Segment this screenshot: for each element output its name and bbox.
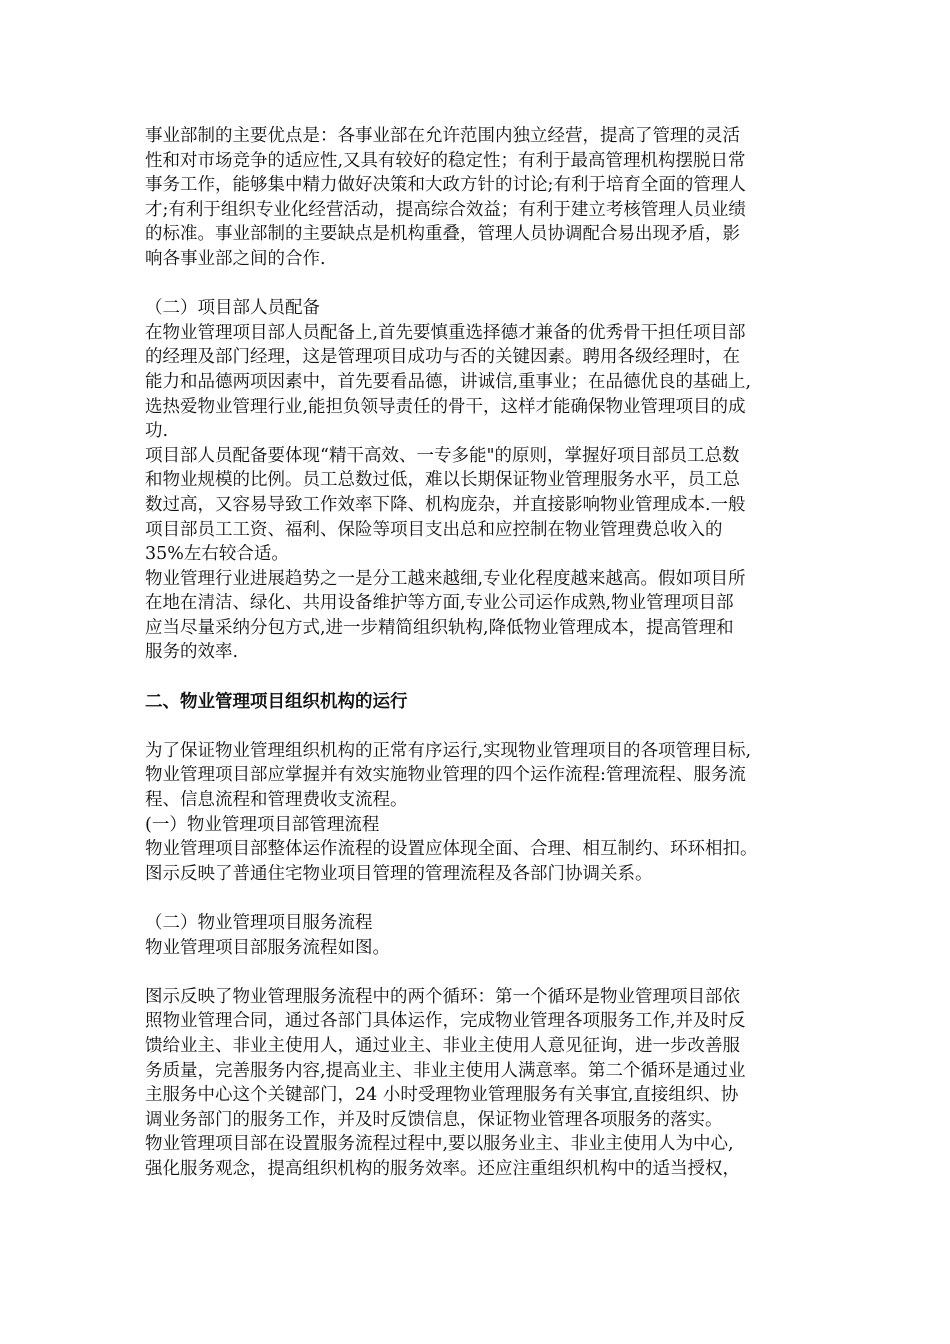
text-line: 程、信息流程和管理费收支流程。 [145, 790, 408, 811]
text-line: 物业管理项目部整体运作流程的设置应体现全面、合理、相互制约、环环相扣。 [145, 839, 758, 860]
text-line: 强化服务观念，提高组织机构的服务效率。还应注重组织机构中的适当授权， [145, 1158, 740, 1179]
text-line: 为了保证物业管理组织机构的正常有序运行,实现物业管理项目的各项管理目标, [145, 740, 752, 761]
blank-line [145, 714, 815, 739]
text-line: 服务的效率. [145, 642, 239, 663]
document-page [145, 124, 815, 1182]
text-line: 能力和品德两项因素中，首先要看品德，讲诚信,重事业；在品德优良的基础上, [145, 371, 752, 392]
text-line: 才;有利于组织专业化经营活动，提高综合效益；有利于建立考核管理人员业绩 [145, 199, 746, 220]
text-line: 物业管理项目部应掌握并有效实施物业管理的四个运作流程:管理流程、服务流 [145, 765, 746, 786]
text-line: 功. [145, 421, 169, 442]
text-line: 照物业管理合同，通过各部门具体运作，完成物业管理各项服务工作,并及时反 [145, 1011, 746, 1032]
text-line: 主服务中心这个关键部门，24 小时受理物业管理服务有关事宜,直接组织、协 [145, 1085, 739, 1106]
text-line: 事务工作，能够集中精力做好决策和大政方针的讨论;有利于培育全面的管理人 [145, 175, 746, 196]
text-line: 项目部人员配备要体现“精干高效、一专多能"的原则，掌握好项目部员工总数 [145, 445, 740, 466]
blank-line [145, 886, 815, 911]
text-line: 调业务部门的服务工作，并及时反馈信息，保证物业管理各项服务的落实。 [145, 1109, 723, 1130]
text-line: 35%左右较合适。 [145, 544, 289, 565]
text-line: 图示反映了物业管理服务流程中的两个循环：第一个循环是物业管理项目部依 [145, 986, 740, 1007]
text-line: 馈给业主、非业主使用人，通过业主、非业主使用人意见征询，进一步改善服 [145, 1035, 740, 1056]
text-line: 和物业规模的比例。员工总数过低，难以长期保证物业管理服务水平，员工总 [145, 470, 740, 491]
blank-line [145, 665, 815, 690]
text-line: （二）项目部人员配备 [145, 298, 320, 319]
text-line: 物业管理项目部服务流程如图。 [145, 937, 390, 958]
text-line: 应当尽量采纳分包方式,进一步精简组织轨构,降低物业管理成本，提高管理和 [145, 617, 734, 638]
text-line: 务质量，完善服务内容,提高业主、非业主使用人满意率。第二个循环是通过业 [145, 1060, 746, 1081]
text-line: 物业管理项目部在设置服务流程过程中,要以服务业主、非业主使用人为中心, [145, 1134, 734, 1155]
text-line: 选热爱物业管理行业,能担负领导责任的骨干，这样才能确保物业管理项目的成 [145, 396, 746, 417]
text-line: 事业部制的主要优点是：各事业部在允许范围内独立经营，提高了管理的灵活 [145, 126, 740, 146]
text-line: 性和对市场竞争的适应性,又具有较好的稳定性；有利于最高管理机构摆脱日常 [145, 150, 746, 171]
text-line: (一）物业管理项目部管理流程 [145, 814, 380, 835]
text-line: 响各事业部之间的合作. [145, 248, 326, 269]
text-line: 项目部员工工资、福利、保险等项目支出总和应控制在物业管理费总收入的 [145, 519, 723, 540]
text-line: 数过高，又容易导致工作效率下降、机构庞杂，并直接影响物业管理成本.一般 [145, 494, 746, 515]
text-line: 的经理及部门经理，这是管理项目成功与否的关键因素。聘用各级经理时，在 [145, 347, 740, 368]
section-heading: 二、物业管理项目组织机构的运行 [145, 691, 408, 712]
text-line: 在物业管理项目部人员配备上,首先要慎重选择德才兼备的优秀骨干担任项目部 [145, 322, 746, 343]
blank-line [145, 960, 815, 985]
text-line: （二）物业管理项目服务流程 [145, 913, 373, 933]
blank-line [145, 272, 815, 297]
text-line: 物业管理行业进展趋势之一是分工越来越细,专业化程度越来越高。假如项目所 [145, 568, 746, 589]
text-line: 在地在清洁、绿化、共用设备维护等方面,专业公司运作成熟,物业管理项目部 [145, 593, 734, 614]
text-line: 的标准。事业部制的主要缺点是机构重叠，管理人员协调配合易出现矛盾，影 [145, 224, 740, 245]
text-line: 图示反映了普通住宅物业项目管理的管理流程及各部门协调关系。 [145, 863, 653, 884]
